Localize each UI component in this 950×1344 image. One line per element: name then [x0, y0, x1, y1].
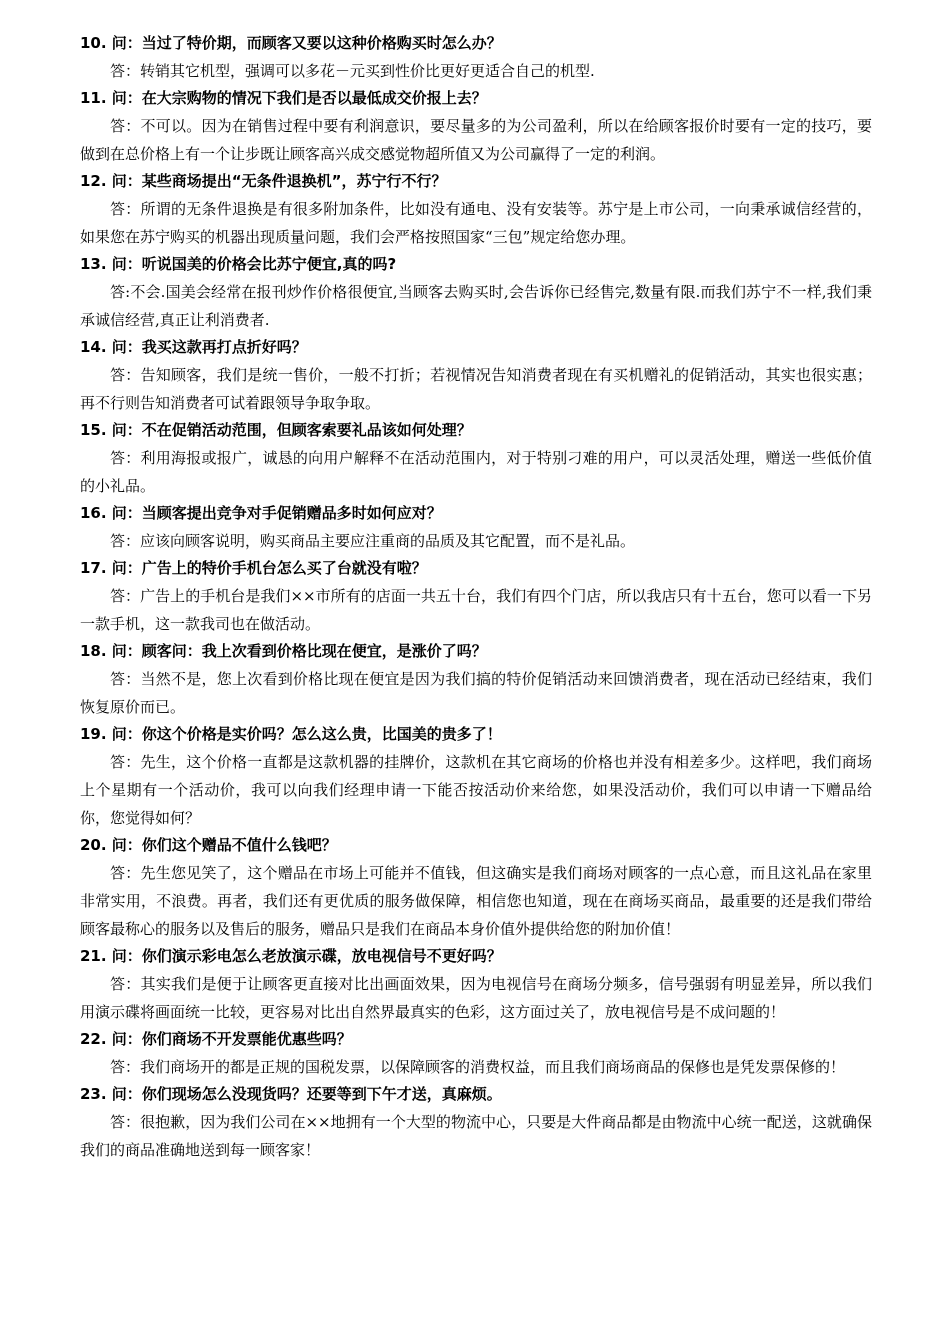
answer-12: 答：所谓的无条件退换是有很多附加条件，比如没有通电、没有安装等。苏宁是上市公司，一向秉承诚信经营的，如果您在苏宁购买的机器出现质量问题，我们会严格按照国家“三包”规定给您办理。	[80, 200, 872, 246]
qa-item-18	[80, 638, 872, 721]
question-13: 13. 问：听说国美的价格会比苏宁便宜,真的吗?	[80, 255, 397, 273]
qa-item-10	[80, 30, 872, 85]
answer-17: 答：广告上的手机台是我们××市所有的店面一共五十台，我们有四个门店，所以我店只有十五台，您可以看一下另一款手机，这一款我司也在做活动。	[80, 587, 872, 633]
qa-item-14	[80, 334, 872, 417]
question-23: 23. 问：你们现场怎么没现货吗？还要等到下午才送，真麻烦。	[80, 1085, 502, 1103]
answer-15: 答：利用海报或报广，诚恳的向用户解释不在活动范围内，对于特别刁难的用户，可以灵活处理，赠送一些低价值的小礼品。	[80, 449, 872, 495]
answer-10: 答：转销其它机型，强调可以多花－元买到性价比更好更适合自己的机型.	[110, 62, 595, 80]
answer-20: 答：先生您见笑了，这个赠品在市场上可能并不值钱，但这确实是我们商场对顾客的一点心意，而且这礼品在家里非常实用，不浪费。再者，我们还有更优质的服务做保障，相信您也知道，现在在商场买商品，最重要的还是我们带给顾客最称心的服务以及售后的服务，赠品只是我们在商品本身价值外提供给您的附加价值！	[80, 864, 872, 938]
question-18: 18. 问：顾客问：我上次看到价格比现在便宜，是涨价了吗？	[80, 642, 487, 660]
answer-16: 答：应该向顾客说明，购买商品主要应注重商的品质及其它配置，而不是礼品。	[110, 532, 636, 550]
question-14: 14. 问：我买这款再打点折好吗？	[80, 338, 307, 356]
question-21: 21. 问：你们演示彩电怎么老放演示碟，放电视信号不更好吗？	[80, 947, 502, 965]
question-19: 19. 问：你这个价格是实价吗？怎么这么贵，比国美的贵多了！	[80, 725, 502, 743]
document-page	[80, 30, 872, 1164]
answer-18: 答：当然不是，您上次看到价格比现在便宜是因为我们搞的特价促销活动来回馈消费者，现在活动已经结束，我们恢复原价而已。	[80, 670, 872, 716]
qa-item-11	[80, 85, 872, 168]
question-17: 17. 问：广告上的特价手机台怎么买了台就没有啦？	[80, 559, 427, 577]
question-20: 20. 问：你们这个赠品不值什么钱吧？	[80, 836, 337, 854]
question-12: 12. 问：某些商场提出“无条件退换机”，苏宁行不行？	[80, 172, 447, 190]
answer-19: 答：先生，这个价格一直都是这款机器的挂牌价，这款机在其它商场的价格也并没有相差多少。这样吧，我们商场上个星期有一个活动价，我可以向我们经理申请一下能否按活动价来给您，如果没活动价，我们可以申请一下赠品给你，您觉得如何？	[80, 753, 872, 827]
question-15: 15. 问：不在促销活动范围，但顾客索要礼品该如何处理？	[80, 421, 472, 439]
question-22: 22. 问：你们商场不开发票能优惠些吗？	[80, 1030, 352, 1048]
qa-item-19	[80, 721, 872, 832]
question-10: 10. 问：当过了特价期，而顾客又要以这种价格购买时怎么办？	[80, 34, 502, 52]
question-11: 11. 问：在大宗购物的情况下我们是否以最低成交价报上去？	[80, 89, 487, 107]
answer-22: 答：我们商场开的都是正规的国税发票，以保障顾客的消费权益，而且我们商场商品的保修也是凭发票保修的！	[110, 1058, 846, 1076]
answer-21: 答：其实我们是便于让顾客更直接对比出画面效果，因为电视信号在商场分频多，信号强弱有明显差异，所以我们用演示碟将画面统一比较，更容易对比出自然界最真实的色彩，这方面过关了，放电视信号是不成问题的！	[80, 975, 872, 1021]
qa-item-12	[80, 168, 872, 251]
answer-14: 答：告知顾客，我们是统一售价，一般不打折；若视情况告知消费者现在有买机赠礼的促销活动，其实也很实惠；再不行则告知消费者可试着跟领导争取争取。	[80, 366, 872, 412]
answer-23: 答：很抱歉，因为我们公司在××地拥有一个大型的物流中心，只要是大件商品都是由物流中心统一配送，这就确保我们的商品准确地送到每一顾客家！	[80, 1113, 872, 1159]
qa-item-13	[80, 251, 872, 334]
question-16: 16. 问：当顾客提出竞争对手促销赠品多时如何应对？	[80, 504, 442, 522]
answer-13: 答:不会.国美会经常在报刊炒作价格很便宜,当顾客去购买时,会告诉你已经售完,数量有限.而我们苏宁不一样,我们秉承诚信经营,真正让利消费者.	[80, 283, 872, 329]
qa-item-20	[80, 832, 872, 943]
qa-item-16	[80, 500, 872, 555]
answer-11: 答：不可以。因为在销售过程中要有利润意识，要尽量多的为公司盈利，所以在给顾客报价时要有一定的技巧，要做到在总价格上有一个让步既让顾客高兴成交感觉物超所值又为公司赢得了一定的利润。	[80, 117, 872, 163]
qa-item-21	[80, 943, 872, 1026]
qa-item-23	[80, 1081, 872, 1164]
qa-item-17	[80, 555, 872, 638]
qa-item-15	[80, 417, 872, 500]
qa-item-22	[80, 1026, 872, 1081]
